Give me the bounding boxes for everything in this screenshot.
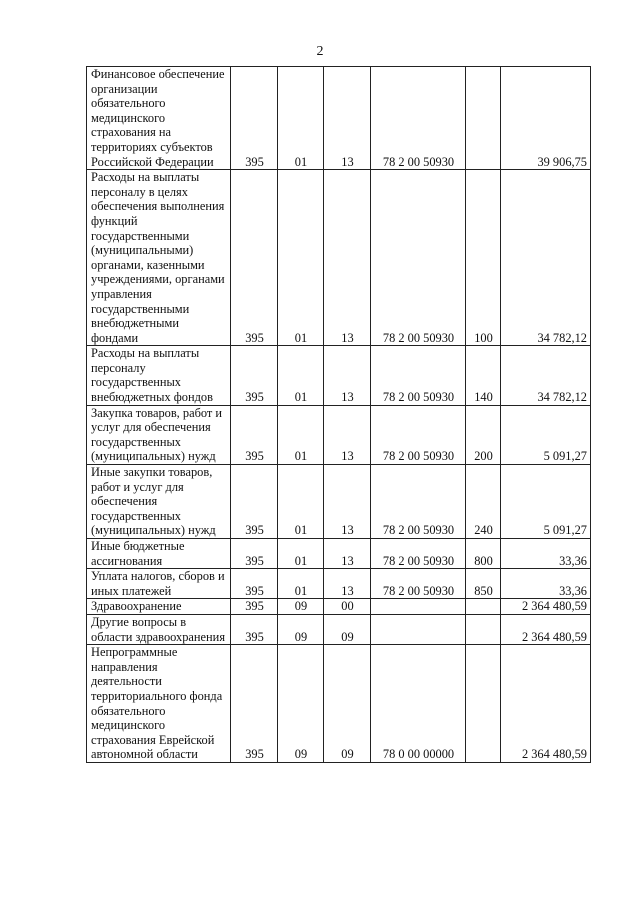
table-row [87,539,591,569]
row-subsection: 13 [324,170,371,346]
row-expense-type [466,599,501,615]
row-name: Иные закупки товаров, работ и услуг для обеспечения государственных (муниципальных) нужд [87,465,231,539]
row-subsection: 09 [324,614,371,644]
row-expense-type [466,645,501,763]
row-sum: 2 364 480,59 [501,599,591,615]
row-subsection: 09 [324,645,371,763]
row-target-article: 78 2 00 50930 [371,346,466,405]
table-row [87,569,591,599]
row-expense-type: 200 [466,405,501,464]
row-section: 01 [278,67,324,170]
row-target-article [371,599,466,615]
row-name: Закупка товаров, работ и услуг для обеспечения государственных (муниципальных) нужд [87,405,231,464]
table-row [87,645,591,763]
row-grbs: 395 [231,405,278,464]
row-expense-type: 140 [466,346,501,405]
row-target-article: 78 2 00 50930 [371,170,466,346]
row-grbs: 395 [231,67,278,170]
row-name: Непрограммные направления деятельности территориального фонда обязательного медицинского страхования Еврейской автономной области [87,645,231,763]
row-target-article: 78 2 00 50930 [371,569,466,599]
row-section: 01 [278,539,324,569]
row-sum: 5 091,27 [501,465,591,539]
row-subsection: 13 [324,346,371,405]
row-sum: 39 906,75 [501,67,591,170]
row-subsection: 00 [324,599,371,615]
row-sum: 2 364 480,59 [501,645,591,763]
row-subsection: 13 [324,405,371,464]
row-expense-type: 800 [466,539,501,569]
row-grbs: 395 [231,599,278,615]
budget-table [86,66,591,763]
row-name: Иные бюджетные ассигнования [87,539,231,569]
row-target-article [371,614,466,644]
row-section: 01 [278,465,324,539]
row-section: 01 [278,405,324,464]
page-number: 2 [316,44,324,59]
table-row [87,346,591,405]
row-subsection: 13 [324,67,371,170]
table-row [87,405,591,464]
table-row [87,67,591,170]
row-section: 09 [278,599,324,615]
table-row [87,599,591,615]
row-expense-type: 240 [466,465,501,539]
row-target-article: 78 0 00 00000 [371,645,466,763]
row-target-article: 78 2 00 50930 [371,405,466,464]
row-grbs: 395 [231,569,278,599]
row-grbs: 395 [231,645,278,763]
row-name: Расходы на выплаты персоналу государственных внебюджетных фондов [87,346,231,405]
row-name: Уплата налогов, сборов и иных платежей [87,569,231,599]
row-target-article: 78 2 00 50930 [371,465,466,539]
row-expense-type [466,614,501,644]
row-grbs: 395 [231,170,278,346]
row-subsection: 13 [324,539,371,569]
row-grbs: 395 [231,465,278,539]
table-row [87,614,591,644]
row-grbs: 395 [231,614,278,644]
row-sum: 2 364 480,59 [501,614,591,644]
row-expense-type: 850 [466,569,501,599]
table-row [87,170,591,346]
row-sum: 33,36 [501,569,591,599]
row-section: 09 [278,614,324,644]
row-grbs: 395 [231,346,278,405]
row-expense-type: 100 [466,170,501,346]
row-section: 01 [278,346,324,405]
row-subsection: 13 [324,569,371,599]
row-section: 09 [278,645,324,763]
row-name: Расходы на выплаты персоналу в целях обеспечения выполнения функций государственными (муниципальными) органами, казенными учреждениями, органами управления государственными внебюджетными фондами [87,170,231,346]
row-name: Финансовое обеспечение организации обязательного медицинского страхования на территориях субъектов Российской Федерации [87,67,231,170]
row-section: 01 [278,170,324,346]
row-name: Здравоохранение [87,599,231,615]
row-name: Другие вопросы в области здравоохранения [87,614,231,644]
row-sum: 34 782,12 [501,346,591,405]
row-target-article: 78 2 00 50930 [371,539,466,569]
table-row [87,465,591,539]
row-target-article: 78 2 00 50930 [371,67,466,170]
row-sum: 5 091,27 [501,405,591,464]
row-sum: 34 782,12 [501,170,591,346]
row-expense-type [466,67,501,170]
row-section: 01 [278,569,324,599]
row-grbs: 395 [231,539,278,569]
row-sum: 33,36 [501,539,591,569]
row-subsection: 13 [324,465,371,539]
